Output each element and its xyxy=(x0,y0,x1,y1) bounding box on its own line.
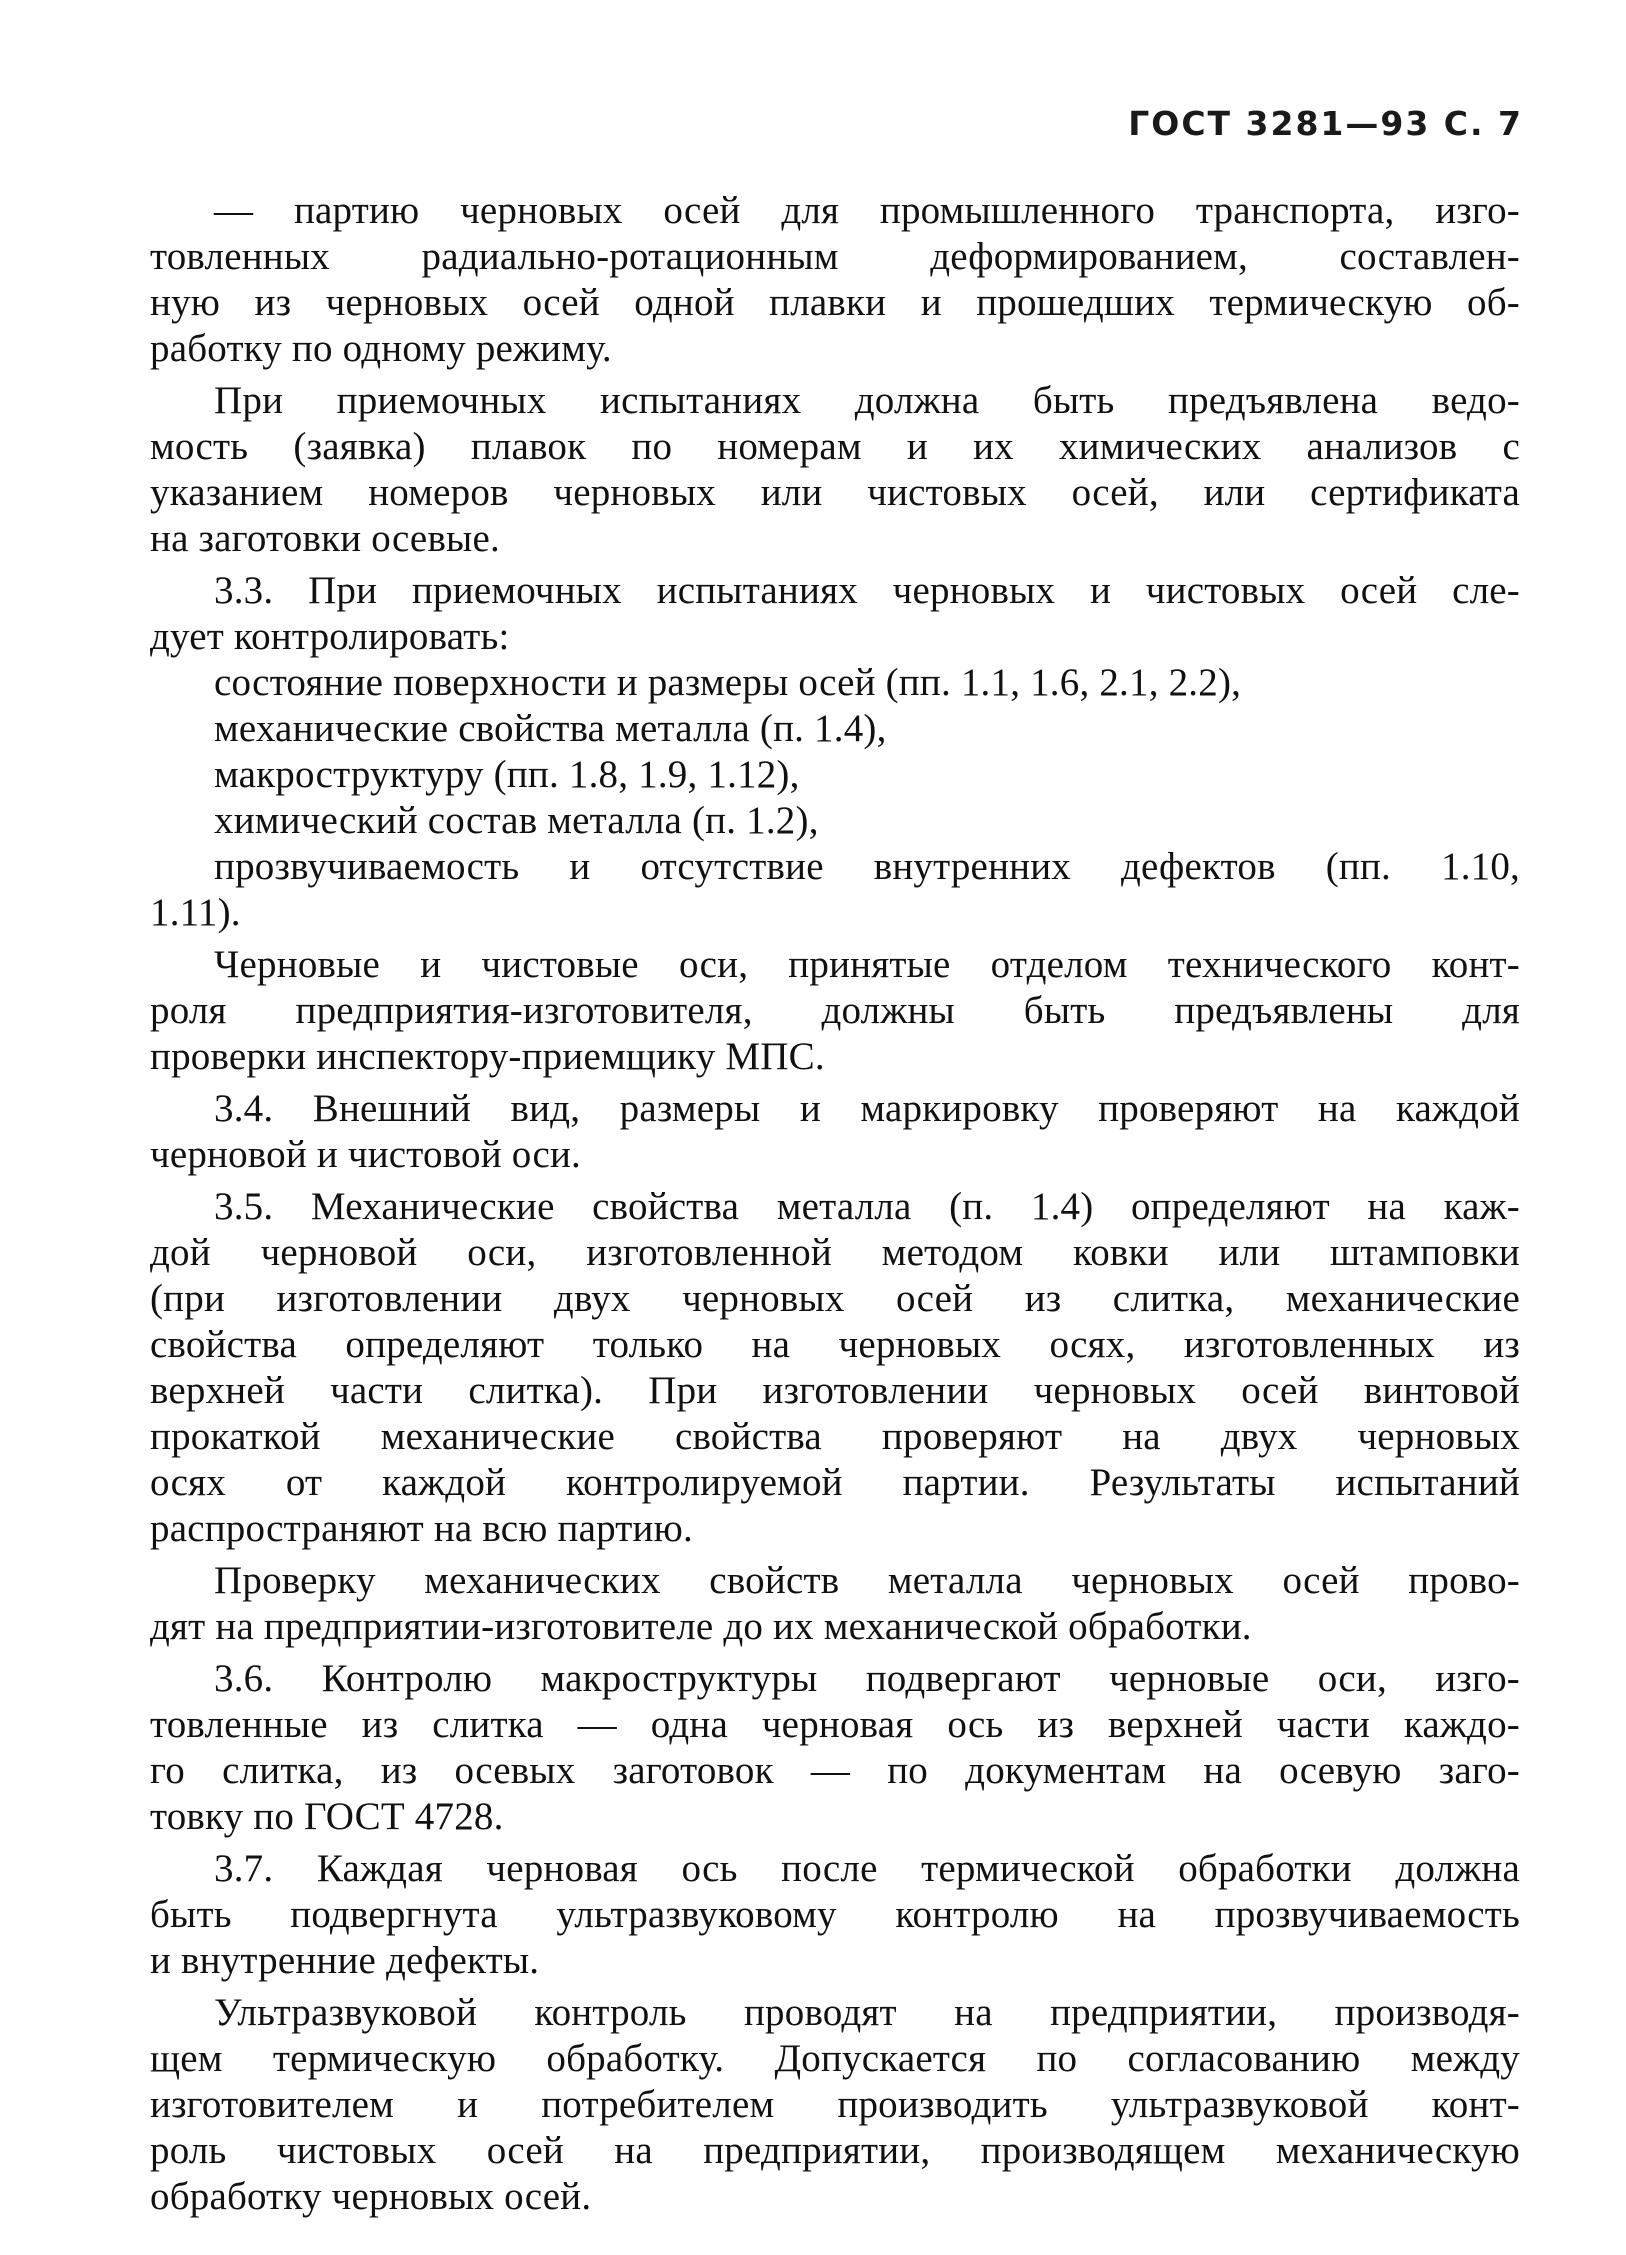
text-line: Черновые и чистовые оси, принятые отделом технического конт- xyxy=(214,943,1520,986)
text-line: свойства определяют только на черновых осях, изготовленных из xyxy=(150,1323,1520,1366)
text-line: дой черновой оси, изготовленной методом ковки или штамповки xyxy=(150,1231,1520,1274)
text-line: 3.4. Внешний вид, размеры и маркировку проверяют на каждой xyxy=(214,1087,1520,1130)
text-line: 3.7. Каждая черновая ось после термической обработки должна xyxy=(214,1847,1520,1890)
text-line: — партию черновых осей для промышленного транспорта, изго- xyxy=(214,189,1520,232)
text-line: работку по одному режиму. xyxy=(150,327,612,370)
list-item: механические свойства металла (п. 1.4), xyxy=(214,707,887,750)
text-line: дят на предприятии-изготовителе до их механической обработки. xyxy=(150,1605,1252,1648)
text-line: При приемочных испытаниях должна быть предъявлена ведо- xyxy=(214,379,1520,422)
clause-3-7 xyxy=(150,1846,1520,1984)
running-header: ГОСТ 3281—93 С. 7 xyxy=(1128,104,1523,143)
list-item: макроструктуру (пп. 1.8, 1.9, 1.12), xyxy=(214,753,800,796)
text-line: черновой и чистовой оси. xyxy=(150,1133,581,1176)
text-line: Проверку механических свойств металла черновых осей прово- xyxy=(214,1559,1520,1602)
list-item: прозвучиваемость и отсутствие внутренних дефектов (пп. 1.10, xyxy=(214,845,1520,888)
text-line: изготовителем и потребителем производить ультразвуковой конт- xyxy=(150,2083,1520,2126)
text-line: товку по ГОСТ 4728. xyxy=(150,1795,504,1838)
text-line: мость (заявка) плавок по номерам и их химических анализов с xyxy=(150,425,1520,468)
text-line: товленных радиально-ротационным деформированием, составлен- xyxy=(150,235,1520,278)
inspection-list xyxy=(150,660,1520,936)
paragraph-ultrasonic xyxy=(150,1990,1520,2220)
text-line: Ультразвуковой контроль проводят на предприятии, производя- xyxy=(214,1991,1520,2034)
text-line: 3.5. Механические свойства металла (п. 1.4) определяют на каж- xyxy=(214,1185,1520,1228)
text-line: го слитка, из осевых заготовок — по документам на осевую заго- xyxy=(150,1749,1520,1792)
text-line: 3.6. Контролю макроструктуры подвергают черновые оси, изго- xyxy=(214,1657,1520,1700)
text-line: (при изготовлении двух черновых осей из слитка, механические xyxy=(150,1277,1520,1320)
paragraph-mechanical-check xyxy=(150,1558,1520,1650)
text-line: роль чистовых осей на предприятии, производящем механическую xyxy=(150,2129,1520,2172)
clause-3-4 xyxy=(150,1086,1520,1178)
text-line: ную из черновых осей одной плавки и прошедших термическую об- xyxy=(150,281,1520,324)
text-line: 3.3. При приемочных испытаниях черновых и чистовых осей сле- xyxy=(214,569,1520,612)
paragraph-acceptance-docs xyxy=(150,378,1520,562)
clause-3-3 xyxy=(150,568,1520,660)
text-line: и внутренние дефекты. xyxy=(150,1939,540,1982)
text-line: указанием номеров черновых или чистовых осей, или сертификата xyxy=(150,471,1520,514)
text-line: на заготовки осевые. xyxy=(150,517,500,560)
paragraph-batch-definition xyxy=(150,188,1520,372)
text-line: товленные из слитка — одна черновая ось из верхней части каждо- xyxy=(150,1703,1520,1746)
text-line: дует контролировать: xyxy=(150,615,510,658)
clause-3-6 xyxy=(150,1656,1520,1840)
text-line: быть подвергнута ультразвуковому контролю на прозвучиваемость xyxy=(150,1893,1520,1936)
text-line: верхней части слитка). При изготовлении черновых осей винтовой xyxy=(150,1369,1520,1412)
text-line: щем термическую обработку. Допускается по согласованию между xyxy=(150,2037,1520,2080)
text-line: роля предприятия-изготовителя, должны быть предъявлены для xyxy=(150,989,1520,1032)
list-item-tail: 1.11). xyxy=(150,891,241,934)
text-line: распространяют на всю партию. xyxy=(150,1507,693,1550)
text-line: обработку черновых осей. xyxy=(150,2175,592,2218)
list-item: состояние поверхности и размеры осей (пп. 1.1, 1.6, 2.1, 2.2), xyxy=(214,661,1242,704)
text-line: осях от каждой контролируемой партии. Результаты испытаний xyxy=(150,1461,1520,1504)
body-text xyxy=(150,188,1520,2220)
list-item: химический состав металла (п. 1.2), xyxy=(214,799,819,842)
text-line: проверки инспектору-приемщику МПС. xyxy=(150,1035,825,1078)
text-line: прокаткой механические свойства проверяют на двух черновых xyxy=(150,1415,1520,1458)
paragraph-otk-acceptance xyxy=(150,942,1520,1080)
clause-3-5 xyxy=(150,1184,1520,1552)
